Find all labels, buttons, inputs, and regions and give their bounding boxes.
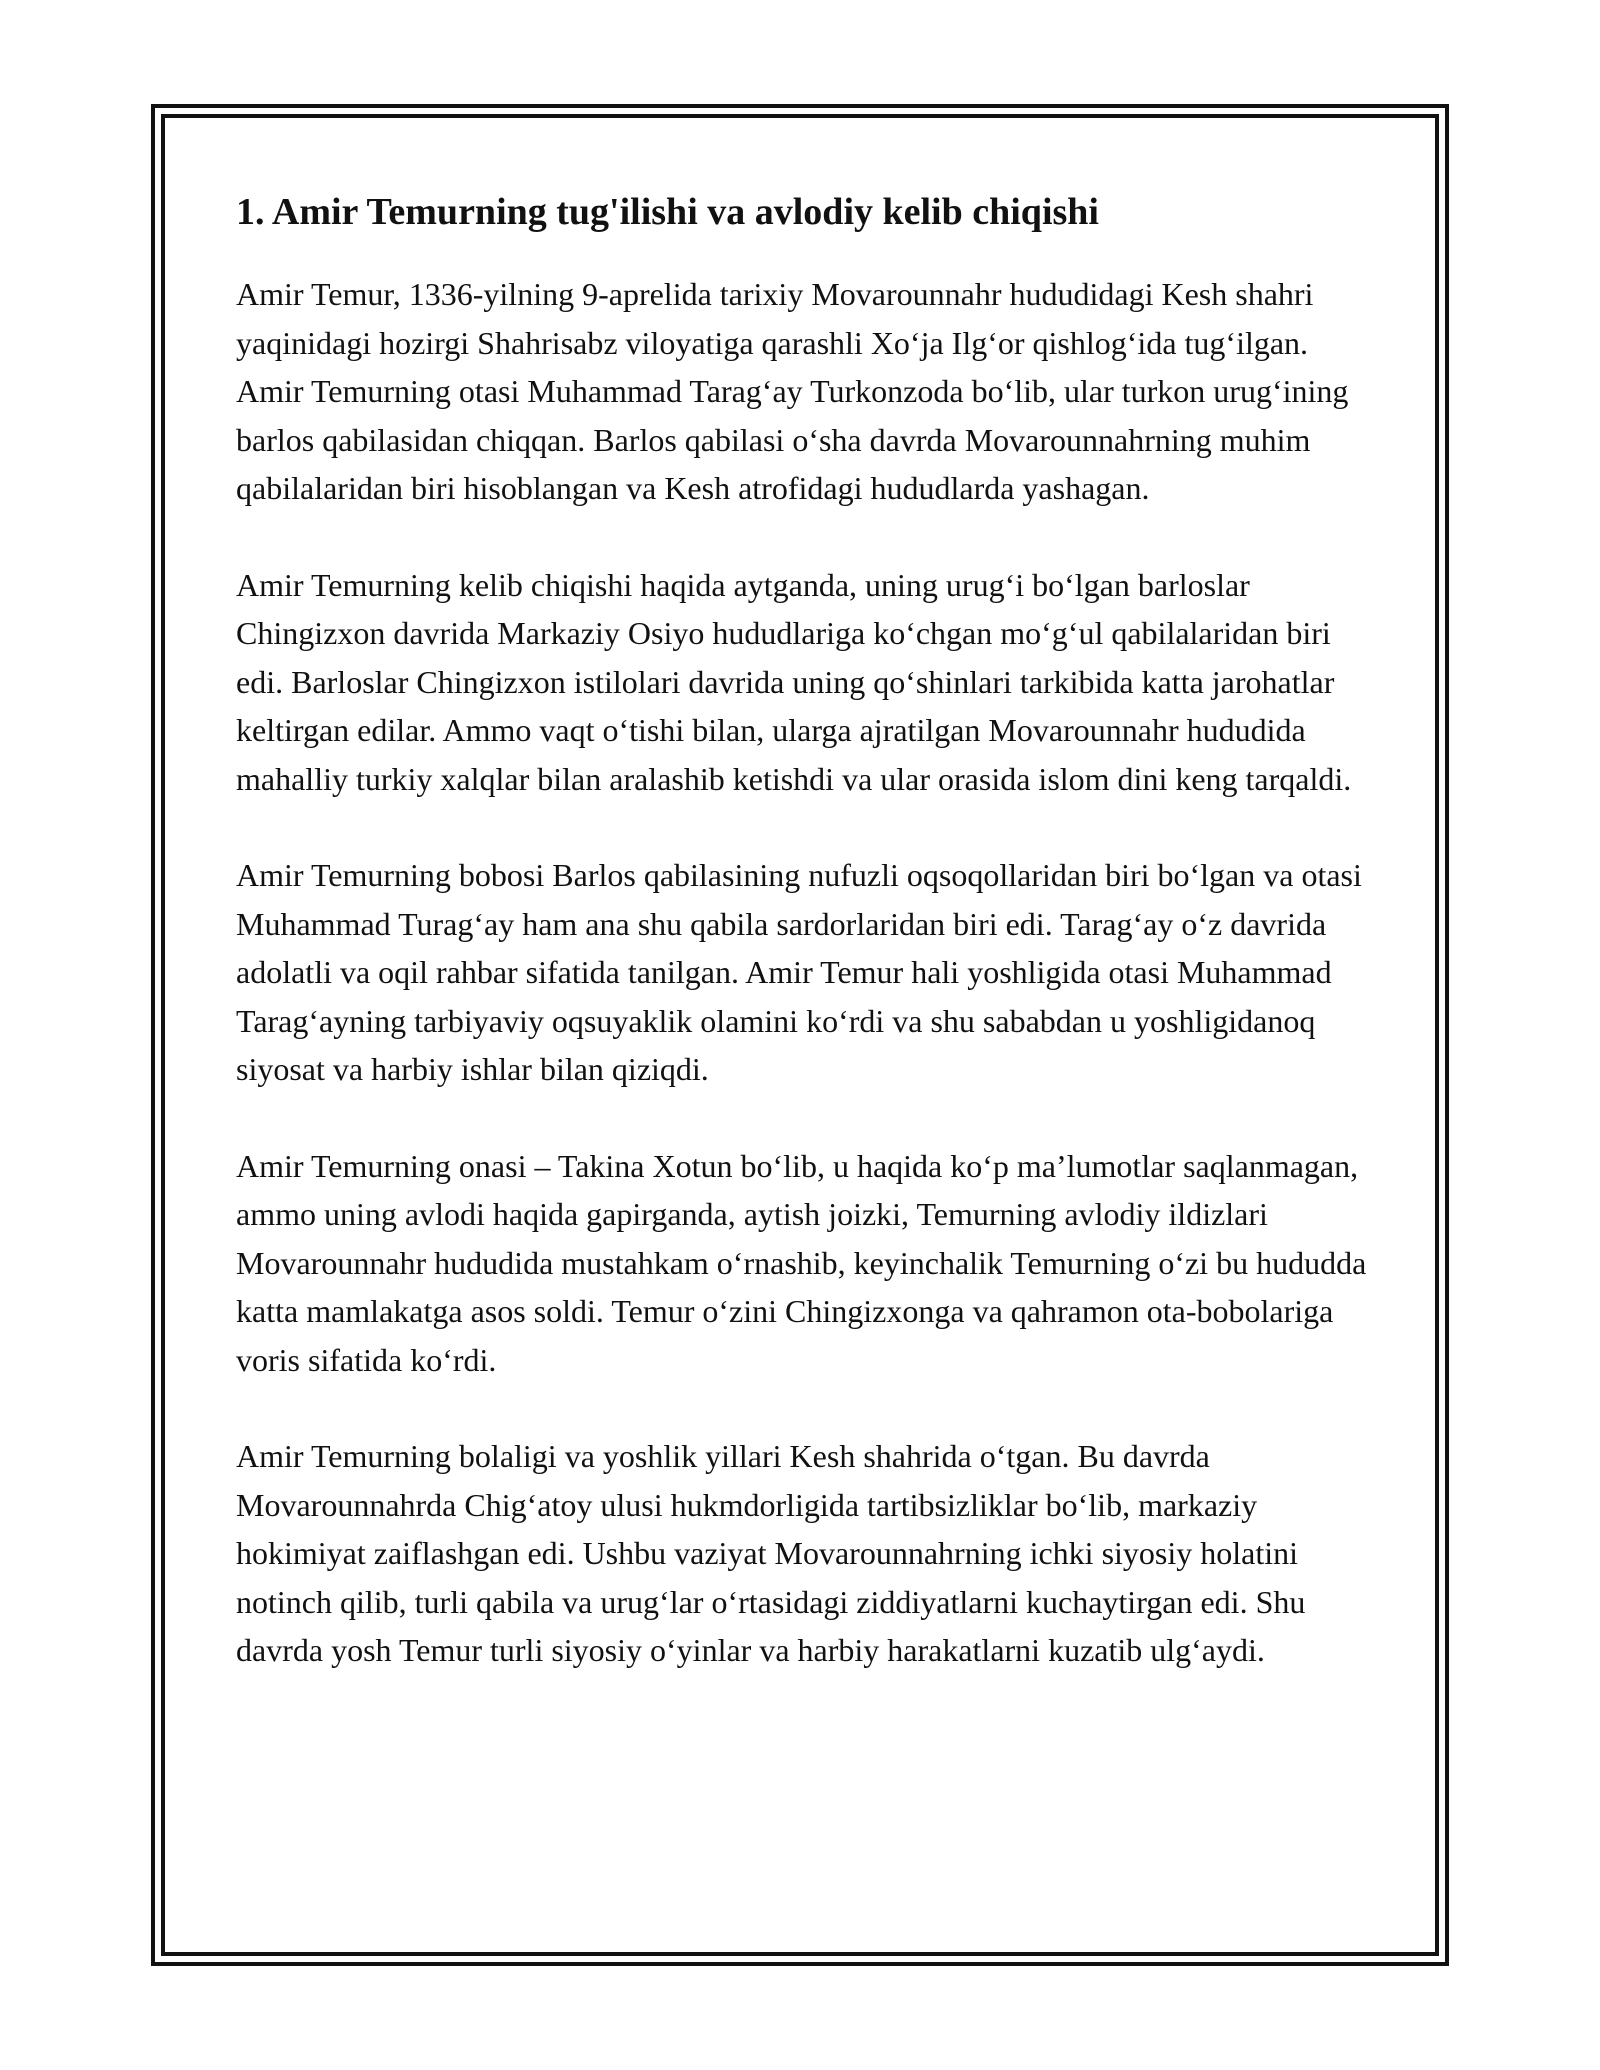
paragraph-birth: Amir Temur, 1336-yilning 9-aprelida tarixiy Movarounnahr hududidagi Kesh shahri yaqinidagi hozirgi Shahrisabz viloyatiga qarashli Xo‘ja Ilg‘or qishlog‘ida tug‘ilgan. Amir Temurning otasi Muhammad Tarag‘ay Turkonzoda bo‘lib, ular turkon urug‘ining barlos qabilasidan chiqqan. Barlos qabilasi o‘sha davrda Movarounnahrning muhim qabilalaridan biri hisoblangan va Kesh atrofidagi hududlarda yashagan. [236,276,1349,506]
paragraph-youth: Amir Temurning bolaligi va yoshlik yillari Kesh shahrida o‘tgan. Bu davrda Movarounnahrda Chig‘atoy ulusi hukmdorligida tartibsizliklar bo‘lib, markaziy hokimiyat zaiflashgan edi. Ushbu vaziyat Movarounnahrning ichki siyosiy holatini notinch qilib, turli qabila va urug‘lar o‘rtasidagi ziddiyatlarni kuchaytirgan edi. Shu davrda yosh Temur turli siyosiy o‘yinlar va harbiy harakatlarni kuzatib ulg‘aydi. [236,1438,1306,1668]
paragraph-origin: Amir Temurning kelib chiqishi haqida aytganda, uning urug‘i bo‘lgan barloslar Chingizxon davrida Markaziy Osiyo hududlariga ko‘chgan mo‘g‘ul qabilalaridan biri edi. Barloslar Chingizxon istilolari davrida uning qo‘shinlari tarkibida katta jarohatlar keltirgan edilar. Ammo vaqt o‘tishi bilan, ularga ajratilgan Movarounnahr hududida mahalliy turkiy xalqlar bilan aralashib ketishdi va ular orasida islom dini keng tarqaldi. [236,566,1352,797]
section-heading: 1. Amir Temurning tug'ilishi va avlodiy kelib chiqishi [236,191,1099,233]
paragraph-mother: Amir Temurning onasi – Takina Xotun bo‘lib, u haqida ko‘p ma’lumotlar saqlanmagan, ammo uning avlodi haqida gapirganda, aytish joizki, Temurning avlodiy ildizlari Movarounnahr hududida mustahkam o‘rnashib, keyinchalik Temurning o‘zi bu hududda katta mamlakatga asos soldi. Temur o‘zini Chingizxonga va qahramon ota-bobolariga voris sifatida ko‘rdi. [236,1147,1367,1378]
document-content [236,186,1376,1675]
paragraph-father: Amir Temurning bobosi Barlos qabilasining nufuzli oqsoqollaridan biri bo‘lgan va otasi Muhammad Turag‘ay ham ana shu qabila sardorlaridan biri edi. Tarag‘ay o‘z davrida adolatli va oqil rahbar sifatida tanilgan. Amir Temur hali yoshligida otasi Muhammad Tarag‘ayning tarbiyaviy oqsuyaklik olamini ko‘rdi va shu sababdan u yoshligidanoq siyosat va harbiy ishlar bilan qiziqdi. [236,857,1362,1087]
